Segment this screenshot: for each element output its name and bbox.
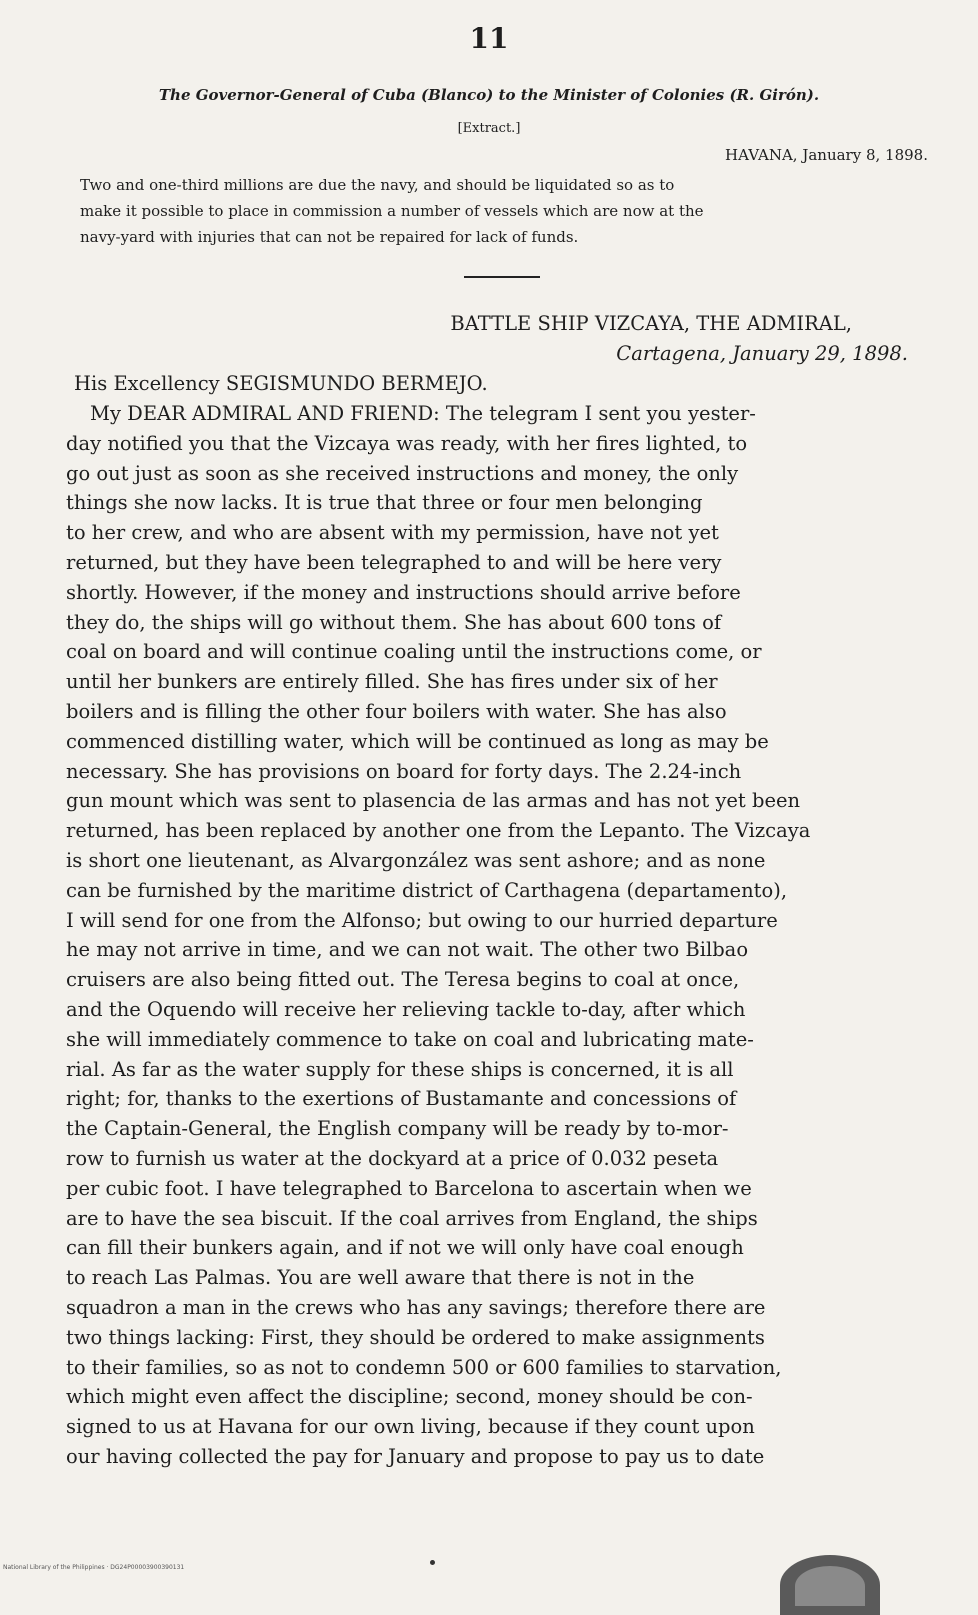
text-line: returned, has been replaced by another one from the Lepanto. The Vizcaya — [66, 819, 811, 843]
text-line: are to have the sea biscuit. If the coal arrives from England, the ships — [66, 1206, 758, 1230]
text-line: coal on board and will continue coaling until the instructions come, or — [66, 640, 762, 664]
text-line: they do, the ships will go without them. She has about 600 tons of — [66, 610, 722, 634]
text-line: shortly. However, if the money and instructions should arrive before — [66, 580, 741, 604]
stray-mark — [430, 1560, 435, 1565]
text-line: to their families, so as not to condemn 500 or 600 families to starvation, — [66, 1355, 782, 1379]
text-line: commenced distilling water, which will be continued as long as may be — [66, 729, 769, 753]
text-line: until her bunkers are entirely filled. She has fires under six of her — [66, 670, 718, 694]
text-line: cruisers are also being fitted out. The Teresa begins to coal at once, — [66, 968, 740, 992]
text-line: can be furnished by the maritime district of Carthagena (departamento), — [66, 878, 788, 902]
salutation-recipient: His Excellency SEGISMUNDO BERMEJO. — [74, 372, 488, 395]
text-line: can fill their bunkers again, and if not we will only have coal enough — [66, 1236, 744, 1260]
text-line: My DEAR ADMIRAL AND FRIEND: The telegram I sent you yester- — [90, 402, 756, 425]
text-line: signed to us at Havana for our own living, because if they count upon — [66, 1415, 755, 1439]
text-line: Two and one-third millions are due the navy, and should be liquidated so as to — [80, 176, 675, 194]
text-line: things she now lacks. It is true that three or four men belonging — [66, 491, 703, 515]
text-line: squadron a man in the crews who has any savings; therefore there are — [66, 1296, 766, 1319]
text-line: I will send for one from the Alfonso; but owing to our hurried departure — [66, 908, 778, 932]
section-divider — [464, 276, 540, 278]
letter-dateline: Cartagena, January 29, 1898. — [616, 342, 908, 365]
text-line: to reach Las Palmas. You are well aware that there is not in the — [66, 1266, 695, 1290]
text-line: right; for, thanks to the exertions of Bustamante and concessions of — [66, 1087, 737, 1111]
page-number: 11 — [469, 22, 509, 55]
text-line: she will immediately commence to take on coal and lubricating mate- — [66, 1027, 754, 1051]
extract-dateline: HAVANA, January 8, 1898. — [725, 146, 928, 164]
text-line: is short one lieutenant, as Alvargonzález was sent ashore; and as none — [66, 849, 766, 872]
text-line: rial. As far as the water supply for these ships is concerned, it is all — [66, 1057, 734, 1081]
text-line: and the Oquendo will receive her relieving tackle to-day, after which — [66, 998, 746, 1021]
text-line: which might even affect the discipline; second, money should be con- — [66, 1385, 753, 1409]
text-line: make it possible to place in commission a number of vessels which are now at the — [80, 202, 704, 220]
text-line: the Captain-General, the English company will be ready by to-mor- — [66, 1117, 729, 1141]
text-line: row to furnish us water at the dockyard at a price of 0.032 peseta — [66, 1147, 719, 1170]
text-line: two things lacking: First, they should be ordered to make assignments — [66, 1325, 765, 1349]
text-line: navy-yard with injuries that can not be repaired for lack of funds. — [80, 228, 579, 246]
text-line: our having collected the pay for January and propose to pay us to date — [66, 1445, 765, 1468]
text-line: per cubic foot. I have telegraphed to Barcelona to ascertain when we — [66, 1176, 752, 1200]
text-line: he may not arrive in time, and we can not wait. The other two Bilbao — [66, 938, 749, 962]
library-footer: National Library of the Philippines · DG24P00003900390131 — [3, 1564, 185, 1571]
text-line: returned, but they have been telegraphed to and will be here very — [66, 551, 722, 574]
text-line: gun mount which was sent to plasencia de las armas and has not yet been — [66, 789, 801, 813]
extract-label: [Extract.] — [457, 121, 521, 136]
text-line: necessary. She has provisions on board for forty days. The 2.24-inch — [66, 759, 742, 783]
text-line: to her crew, and who are absent with my permission, have not yet — [66, 521, 719, 545]
scan-corner-inner — [795, 1566, 865, 1606]
text-line: boilers and is filling the other four boilers with water. She has also — [66, 700, 727, 723]
text-line: go out just as soon as she received instructions and money, the only — [66, 461, 739, 485]
text-line: day notified you that the Vizcaya was ready, with her fires lighted, to — [66, 431, 748, 455]
extract-heading: The Governor-General of Cuba (Blanco) to the Minister of Colonies (R. Girón). — [158, 86, 820, 104]
letter-header: BATTLE SHIP VIZCAYA, THE ADMIRAL, — [450, 312, 852, 335]
